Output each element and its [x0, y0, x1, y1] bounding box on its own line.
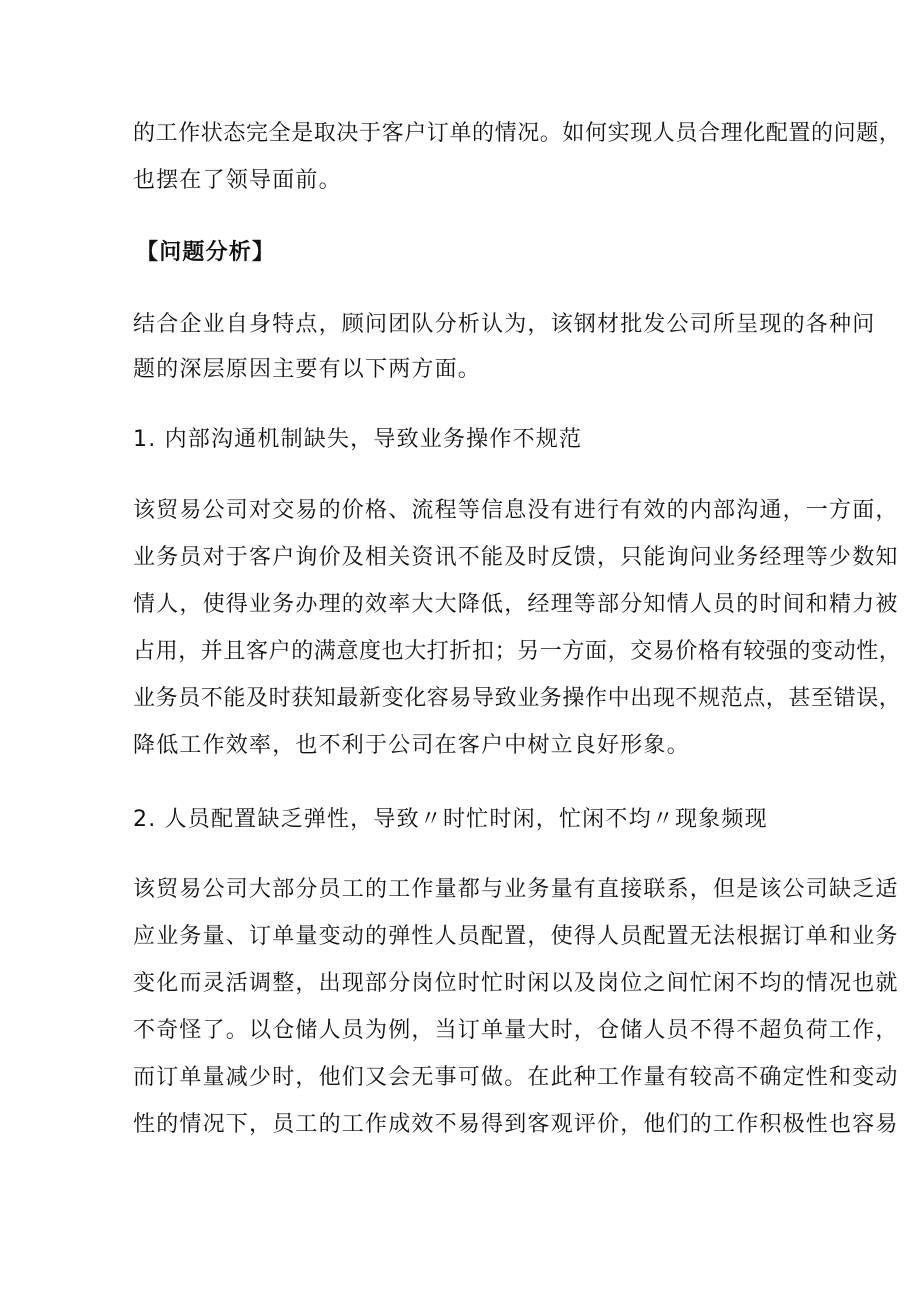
point2-line-4: 不奇怪了。以仓储人员为例，当订单量大时，仓储人员不得不超负荷工作， [133, 1018, 899, 1043]
point1-line-4: 占用，并且客户的满意度也大打折扣；另一方面，交易价格有较强的变动性， [133, 639, 902, 664]
intro-line-1: 的工作状态完全是取决于客户订单的情况。如何实现人员合理化配置的问题， [133, 121, 902, 146]
analysis-line-2: 题的深层原因主要有以下两方面。 [133, 357, 482, 382]
analysis-line-1: 结合企业自身特点，顾问团队分析认为，该钢材批发公司所呈现的各种问 [133, 312, 876, 337]
point2-line-2: 应业务量、订单量变动的弹性人员配置，使得人员配置无法根据订单和业务 [133, 924, 899, 949]
point1-line-1: 该贸易公司对交易的价格、流程等信息没有进行有效的内部沟通，一方面， [133, 498, 899, 523]
point1-line-5: 业务员不能及时获知最新变化容易导致业务操作中出现不规范点，甚至错误， [133, 686, 902, 711]
point2-line-6: 性的情况下，员工的工作成效不易得到客观评价，他们的工作积极性也容易 [133, 1112, 899, 1137]
point1-title: 1. 内部沟通机制缺失，导致业务操作不规范 [133, 427, 583, 452]
point1-line-6: 降低工作效率，也不利于公司在客户中树立良好形象。 [133, 733, 690, 758]
point2-line-5: 而订单量减少时，他们又会无事可做。在此种工作量有较高不确定性和变动 [133, 1065, 899, 1090]
point1-line-3: 情人，使得业务办理的效率大大降低，经理等部分知情人员的时间和精力被 [133, 592, 899, 617]
point1-line-2: 业务员对于客户询价及相关资讯不能及时反馈，只能询问业务经理等少数知 [133, 545, 899, 570]
intro-line-2: 也摆在了领导面前。 [133, 168, 342, 193]
point2-title: 2. 人员配置缺乏弹性，导致〃时忙时闲，忙闲不均〃现象频现 [133, 807, 768, 832]
section-heading: 【问题分析】 [136, 240, 276, 265]
point2-line-3: 变化而灵活调整，出现部分岗位时忙时闲以及岗位之间忙闲不均的情况也就 [133, 971, 899, 996]
point2-line-1: 该贸易公司大部分员工的工作量都与业务量有直接联系，但是该公司缺乏适 [133, 877, 899, 902]
